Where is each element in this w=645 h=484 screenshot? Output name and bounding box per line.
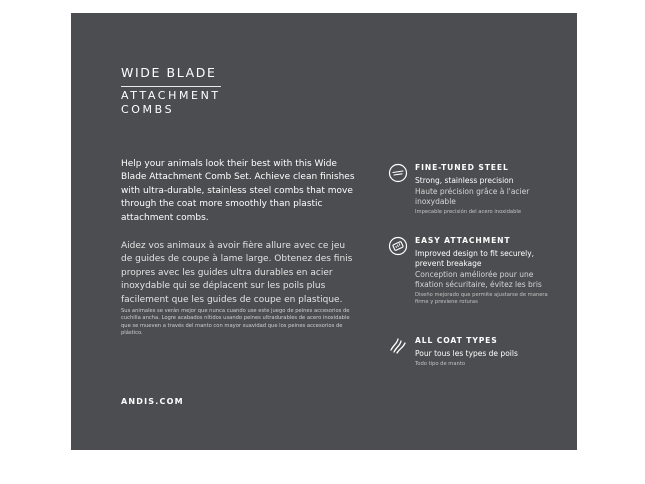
feature-spanish: Impecable precisión del acero inoxidable [415,209,522,215]
feature-english: Strong, stainless precision [415,176,514,185]
feature-spanish: Todo tipo de manto [415,361,466,367]
feature-french: Conception améliorée pour une fixation sécuritaire, évitez les bris [415,270,542,289]
feature-spanish: Diseño mejorado que permite ajustarse de manera firme y previene roturas [415,292,548,305]
title-divider [121,86,221,87]
product-panel [71,13,577,450]
feature-title: EASY ATTACHMENT [415,236,511,245]
steel-gear-icon [388,163,408,183]
intro-french: Aidez vos animaux à avoir fière allure avec ce jeu de guides de coupe à lame large. Obtenez des finis propres avec les guides ultra durables en acier inoxydable qui se déplacent sur les poils plus facilement que les guides de coupe en plastique. [121,241,353,305]
title-combs: COMBS [121,103,175,116]
feature-english: Improved design to fit securely, prevent breakage [415,249,535,268]
title-attachment: ATTACHMENT [121,89,221,102]
intro-spanish: Sus animales se verán mejor que nunca cuando use este juego de peines accesorios de cuchilla ancha. Logre acabados nítidos usando peines ultradurables de acero inoxidable que se mueven a través del manto con mayor suavidad que los peines accesorios de plástico. [121,308,350,337]
feature-french: Haute précision grâce à l'acier inoxydable [415,187,530,206]
feature-title: FINE-TUNED STEEL [415,163,509,172]
attachment-comb-icon [388,236,408,256]
title-line-1: WIDE BLADE [121,65,217,80]
feature-english: Pour tous les types de poils [415,349,518,358]
feature-title: ALL COAT TYPES [415,336,498,345]
title-line-2 [121,89,221,117]
website-link[interactable]: ANDIS.COM [121,397,184,406]
coat-waves-icon [388,336,408,356]
intro-english: Help your animals look their best with this Wide Blade Attachment Comb Set. Achieve clean finishes with ultra-durable, stainless steel combs that move through the coat more smoothly than plastic attachment combs. [121,159,355,223]
